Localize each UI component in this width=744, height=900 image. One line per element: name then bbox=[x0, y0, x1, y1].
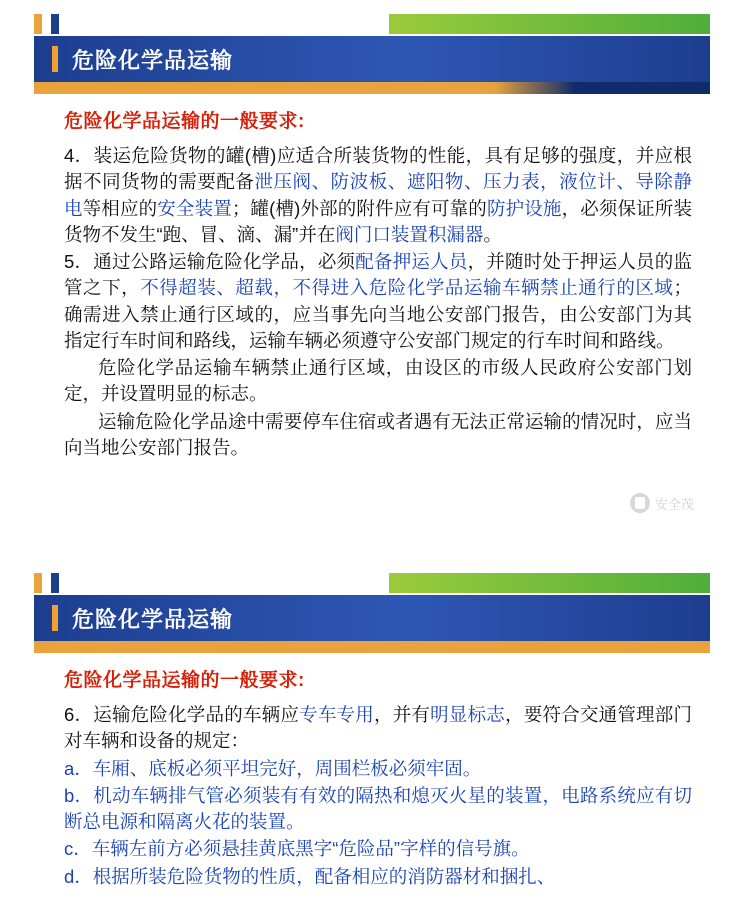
top-decoration-bar bbox=[34, 14, 710, 34]
text-run: 5．通过公路运输危险化学品，必须 bbox=[64, 251, 356, 273]
text-run: 安全装置 bbox=[157, 197, 232, 219]
paragraph-d bbox=[64, 864, 692, 890]
text-run: ，并随时处于押运人员的监管之下， bbox=[64, 251, 692, 299]
text-run: 专车专用 bbox=[299, 704, 374, 725]
watermark bbox=[630, 493, 694, 513]
slide-2-title: 危险化学品运输 bbox=[72, 606, 234, 632]
slide-2-inner bbox=[34, 573, 710, 900]
text-run: 防护设施 bbox=[486, 197, 562, 219]
slide-2 bbox=[0, 559, 744, 900]
slide-separator bbox=[0, 545, 744, 559]
text-run: 。 bbox=[483, 223, 502, 245]
deco-green-gradient bbox=[389, 14, 710, 34]
deco-gap-wide bbox=[59, 14, 389, 34]
text-run: ；确需进入禁止通行区域的，应当事先向当地公安部门报告，由公安部门为其指定行车时间和路线，运输车辆必须遵守公安部门规定的行车时间和路线。 bbox=[64, 277, 692, 351]
watermark-text: 安全茂 bbox=[654, 496, 694, 512]
text-run: 6．运输危险化学品的车辆应 bbox=[64, 704, 300, 725]
deco-orange-block bbox=[34, 14, 42, 34]
title-accent-bar-2 bbox=[52, 605, 58, 631]
text-run: a．车厢、底板必须平坦完好，周围栏板必须牢固。 bbox=[64, 757, 482, 779]
deco-blue-block bbox=[51, 14, 59, 34]
text-run: 运输危险化学品途中需要停车住宿或者遇有无法正常运输的情况时，应当向当地公安部门报告。 bbox=[64, 410, 692, 458]
text-run: 配备押运人员 bbox=[355, 251, 468, 273]
text-run: b．机动车辆排气管必须装有有效的隔热和熄灭火星的装置，电路系统应有切断总电源和隔离火花的装置。 bbox=[64, 784, 692, 833]
deco-gap bbox=[42, 14, 51, 34]
text-run: 阀门口装置积漏器 bbox=[335, 223, 484, 245]
text-run: 等相应的 bbox=[82, 197, 158, 219]
slide-1-title: 危险化学品运输 bbox=[72, 47, 234, 73]
slide-1-heading: 危险化学品运输的一般要求: bbox=[64, 111, 305, 132]
slide-1-paragraph-list bbox=[64, 143, 692, 461]
deco-blue-block-2 bbox=[51, 573, 59, 593]
text-run: ；罐(槽)外部的附件应有可靠的 bbox=[231, 197, 487, 219]
slide-1-inner bbox=[34, 14, 710, 537]
paragraph-p4 bbox=[64, 143, 692, 248]
slide-1-title-band bbox=[34, 36, 710, 82]
watermark-logo-icon bbox=[630, 493, 650, 513]
text-run: ，要符合交通管理部门对车辆和设备的规定： bbox=[64, 704, 692, 752]
title-accent-bar bbox=[52, 46, 58, 72]
deco-gap-2 bbox=[42, 573, 51, 593]
top-decoration-bar-2 bbox=[34, 573, 710, 593]
slide-2-body bbox=[64, 665, 692, 891]
deco-green-gradient-2 bbox=[389, 573, 710, 593]
text-run: 泄压阀、防波板、遮阳物、压力表，液位计、导除静电 bbox=[64, 171, 692, 219]
paragraph-a bbox=[64, 756, 692, 782]
slide-2-title-band bbox=[34, 595, 710, 641]
text-run: c．车辆左前方必须悬挂黄底黑字“危险品”字样的信号旗。 bbox=[64, 838, 530, 860]
text-run: 不得超装、超载，不得进入危险化学品运输车辆禁止通行的区域 bbox=[140, 277, 674, 299]
paragraph-c bbox=[64, 836, 692, 862]
deco-orange-block-2 bbox=[34, 573, 42, 593]
paragraph-p6b bbox=[64, 702, 692, 755]
paragraph-p5 bbox=[64, 249, 692, 354]
paragraph-p7 bbox=[64, 409, 692, 462]
text-run: ，并有 bbox=[373, 704, 431, 725]
text-run: 4．装运危险货物的罐(槽)应适合所装货物的性能，具有足够的强度，并应根据不同货物的需要配备 bbox=[64, 145, 692, 193]
text-run: 危险化学品运输车辆禁止通行区域，由设区的市级人民政府公安部门划定，并设置明显的标志。 bbox=[64, 357, 692, 405]
slide-2-heading: 危险化学品运输的一般要求: bbox=[64, 670, 305, 691]
slide-1-under-strip bbox=[34, 82, 710, 94]
slide-2-paragraph-list bbox=[64, 702, 692, 890]
paragraph-p6 bbox=[64, 355, 692, 408]
paragraph-b bbox=[64, 783, 692, 836]
text-run: ，必须保证所装货物不发生“跑、冒、滴、漏”并在 bbox=[64, 197, 692, 245]
deco-gap-wide-2 bbox=[59, 573, 389, 593]
slide-1-body bbox=[64, 106, 692, 462]
text-run: 明显标志 bbox=[430, 704, 506, 725]
slide-2-under-strip bbox=[34, 641, 710, 653]
text-run: d．根据所装危险货物的性质，配备相应的消防器材和捆扎、 bbox=[64, 865, 556, 887]
